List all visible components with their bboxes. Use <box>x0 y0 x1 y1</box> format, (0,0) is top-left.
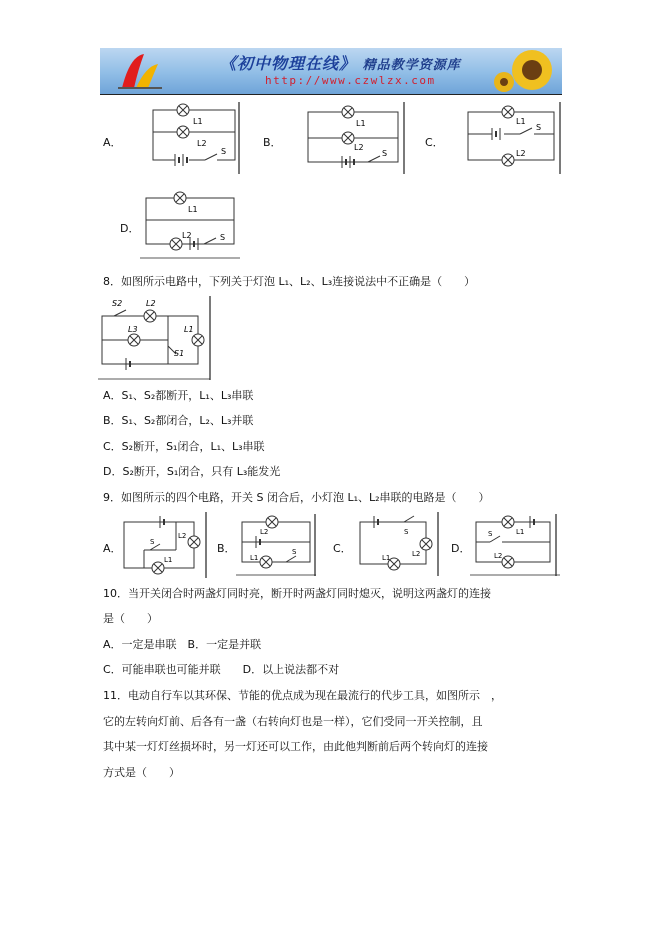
q9d-s-label: S <box>488 530 493 538</box>
q9-stem: 9．如图所示的四个电路，开关 S 闭合后，小灯泡 L₁、L₂串联的电路是（ ） <box>103 491 490 504</box>
q8-l2-label: L2 <box>146 299 156 308</box>
q9-option-c-label: C． <box>333 542 352 555</box>
q9-circuit-d <box>470 514 560 576</box>
q9-circuit-b <box>236 514 316 576</box>
q11-line3: 其中某一灯灯丝损坏时，另一灯还可以工作，由此他判断前后两个转向灯的连接 <box>103 740 488 753</box>
q11-line4: 方式是（ ） <box>103 766 180 779</box>
q9b-l1-label: L1 <box>250 554 259 562</box>
banner-title: 《初中物理在线》 精品教学资源库 <box>220 54 461 73</box>
q7c-l2-label: L2 <box>516 149 526 158</box>
q7a-l2-label: L2 <box>197 139 207 148</box>
q7-circuit-d <box>140 188 240 260</box>
q10-option-ab: A．一定是串联 B．一定是并联 <box>103 638 262 651</box>
q8-s2-label: S2 <box>112 299 123 308</box>
q9-option-a-label: A． <box>103 542 122 555</box>
q7d-s-label: S <box>220 233 226 242</box>
header-banner <box>100 48 562 94</box>
sunflower-icon <box>494 50 552 92</box>
q8-circuit <box>98 296 213 380</box>
q8-option-d: D．S₂断开，S₁闭合，只有 L₃能发光 <box>103 465 281 478</box>
banner-url: http://www.czwlzx.com <box>265 74 436 87</box>
q7c-l1-label: L1 <box>516 117 526 126</box>
q8-option-b: B．S₁、S₂都闭合，L₂、L₃并联 <box>103 414 254 427</box>
q9d-l2-label: L2 <box>494 552 503 560</box>
q9c-l2-label: L2 <box>412 550 421 558</box>
q9-circuit-c <box>354 512 439 576</box>
q9a-l2-label: L2 <box>178 532 187 540</box>
q9a-s-label: S <box>150 538 155 546</box>
q7b-l2-label: L2 <box>354 143 364 152</box>
q8-option-c: C．S₂断开，S₁闭合，L₁、L₃串联 <box>103 440 265 453</box>
q7-circuit-c <box>462 102 562 174</box>
q8-l3-label: L3 <box>128 325 138 334</box>
q7-circuit-b <box>302 102 405 174</box>
q8-option-a: A．S₁、S₂都断开，L₁、L₃串联 <box>103 389 254 402</box>
q7a-s-label: S <box>221 147 227 156</box>
q7-circuit-a <box>145 102 240 174</box>
q9d-l1-label: L1 <box>516 528 525 536</box>
q7d-l2-label: L2 <box>182 231 192 240</box>
q9-option-d-label: D． <box>451 542 471 555</box>
q7d-l1-label: L1 <box>188 205 198 214</box>
q9b-l2-label: L2 <box>260 528 269 536</box>
q7-option-b-label: B． <box>263 136 282 149</box>
q7b-s-label: S <box>382 149 388 158</box>
q9c-s-label: S <box>404 528 409 536</box>
q9a-l1-label: L1 <box>164 556 173 564</box>
q8-stem: 8．如图所示电路中，下列关于灯泡 L₁、L₂、L₃连接说法中不正确是（ ） <box>103 275 476 288</box>
q9-circuit-a <box>120 512 210 578</box>
q9-option-b-label: B． <box>217 542 236 555</box>
q10-stem-line1: 10．当开关闭合时两盏灯同时亮，断开时两盏灯同时熄灭，说明这两盏灯的连接 <box>103 587 491 600</box>
q9b-s-label: S <box>292 548 297 556</box>
q7b-l1-label: L1 <box>356 119 366 128</box>
q7a-l1-label: L1 <box>193 117 203 126</box>
q7-option-d-label: D． <box>120 222 140 235</box>
q7c-s-label: S <box>536 123 542 132</box>
q10-option-cd: C．可能串联也可能并联 D．以上说法都不对 <box>103 663 340 676</box>
q9c-l1-label: L1 <box>382 554 391 562</box>
header-divider <box>100 94 562 95</box>
q8-l1-label: L1 <box>184 325 194 334</box>
q7-option-c-label: C． <box>425 136 444 149</box>
q11-line1: 11．电动自行车以其环保、节能的优点成为现在最流行的代步工具，如图所示 ， <box>103 689 502 702</box>
q7-option-a-label: A． <box>103 136 122 149</box>
q11-line2: 它的左转向灯前、后各有一盏（右转向灯也是一样），它们受同一开关控制，且 <box>103 715 483 728</box>
q8-s1-label: S1 <box>174 349 185 358</box>
logo-icon <box>118 54 162 88</box>
q10-stem-line2: 是（ ） <box>103 612 158 625</box>
